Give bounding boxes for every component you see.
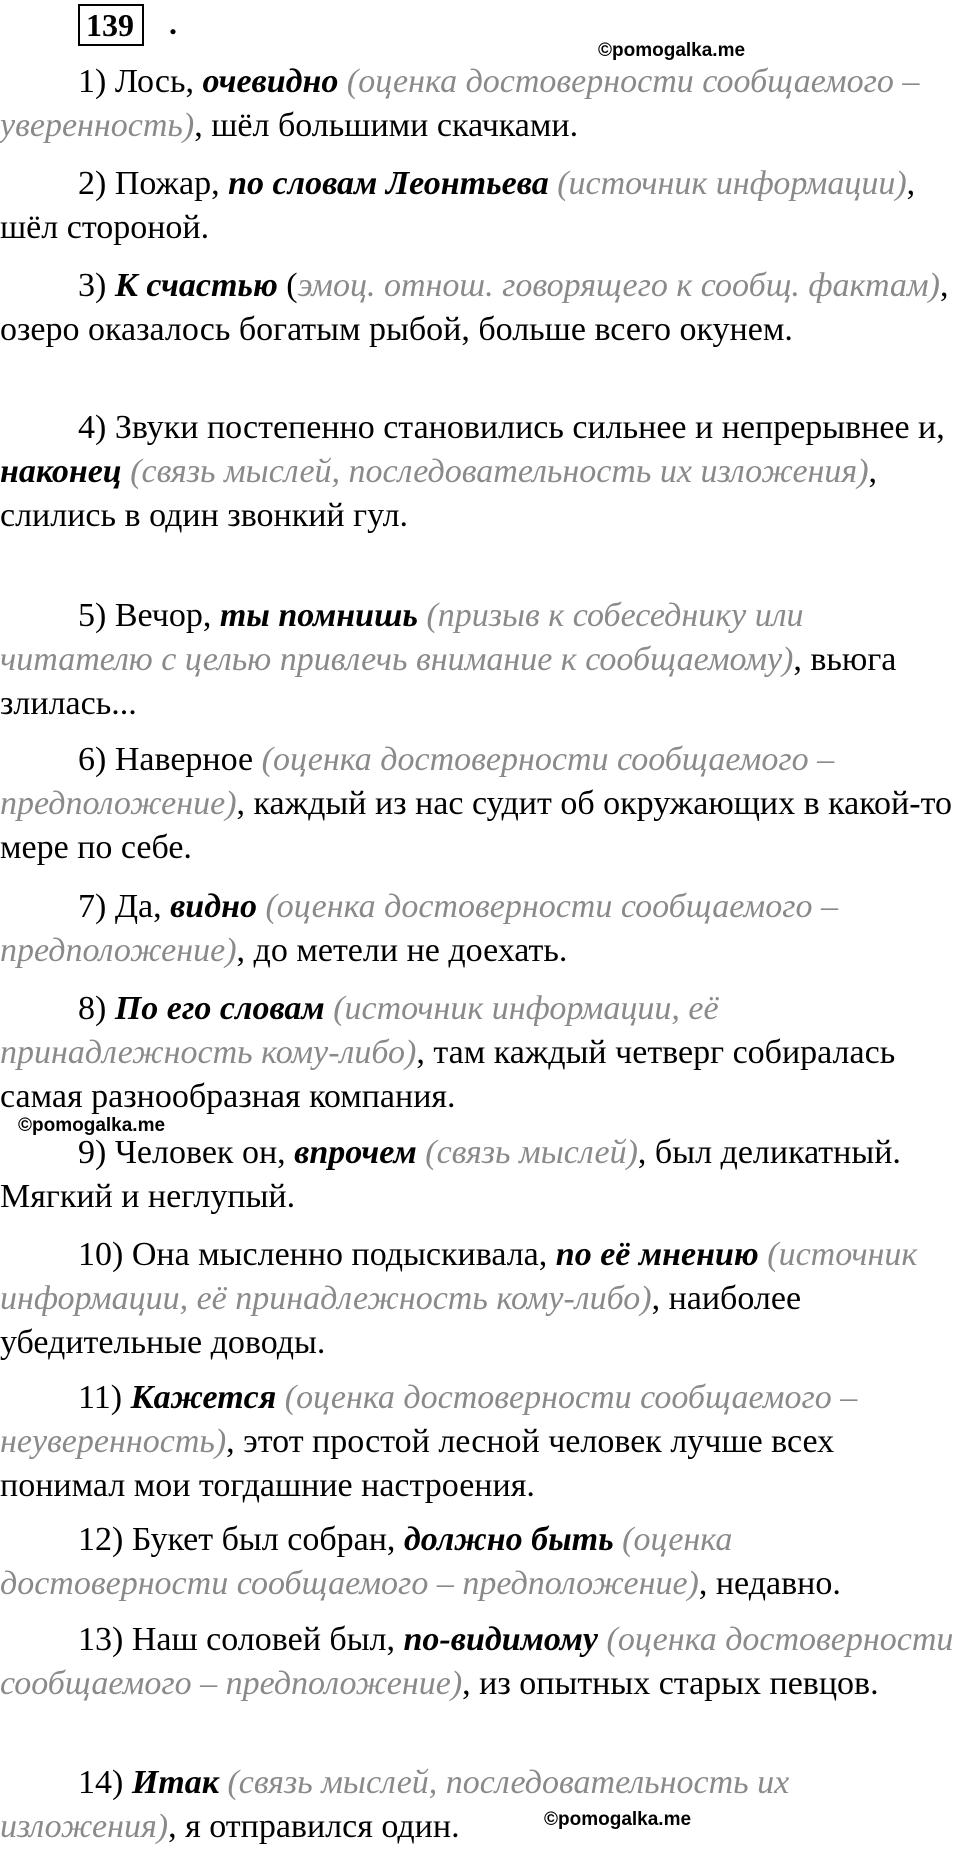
item-text: 8) (78, 990, 115, 1027)
introductory-word: по-видимому (403, 1621, 599, 1658)
list-item (0, 60, 960, 148)
item-text: 7) Да, (78, 888, 171, 925)
item-text: , шёл большими скачками. (194, 107, 579, 144)
list-item (0, 594, 960, 726)
list-item (0, 738, 960, 870)
list-item (0, 406, 960, 538)
item-text: 14) (78, 1764, 132, 1801)
item-text: 2) Пожар, (78, 165, 229, 202)
watermark: ©pomogalka.me (18, 1115, 166, 1136)
item-comment: (оценка достоверности сообщаемого – предположение) (0, 888, 838, 969)
watermark: ©pomogalka.me (598, 40, 746, 61)
item-text: 12) Букет был собран, (78, 1521, 404, 1558)
exercise-number: 139 (78, 4, 144, 46)
list-item (0, 1761, 960, 1849)
introductory-word: ты помнишь (219, 597, 418, 634)
item-text: , вьюга злилась... (0, 641, 897, 722)
item-text: , из опытных старых певцов. (462, 1665, 879, 1702)
introductory-word: К счастью (114, 267, 278, 304)
list-item (0, 987, 960, 1119)
item-text: , там каждый четверг собиралась самая разнообразная компания. (0, 1034, 896, 1115)
list-item (0, 1376, 960, 1508)
introductory-word: Итак (131, 1764, 219, 1801)
item-text: ( (277, 267, 298, 304)
list-item (0, 162, 960, 250)
list-item (0, 885, 960, 973)
item-text: , наиболее убедительные доводы. (0, 1280, 802, 1361)
item-comment: (оценка достоверности сообщаемого – предположение) (0, 1521, 733, 1602)
item-comment: (связь мыслей, последовательность их изложения) (0, 1764, 790, 1845)
item-comment: (связь мыслей) (416, 1134, 638, 1171)
item-comment: (оценка достоверности сообщаемого – предположение) (0, 741, 835, 822)
item-comment: (призыв к собеседнику или читателю с целью привлечь внимание к сообщаемому) (0, 597, 804, 678)
item-text: , до метели не доехать. (236, 932, 568, 969)
item-text: , этот простой лесной человек лучше всех понимал мои тогдашние настроения. (0, 1423, 835, 1504)
introductory-word: по словам Леонтьева (228, 165, 549, 202)
item-text: 10) Она мысленно подыскивала, (78, 1236, 556, 1273)
watermark: ©pomogalka.me (544, 1809, 692, 1830)
introductory-word: наконец (0, 453, 122, 490)
introductory-word: Кажется (130, 1379, 277, 1416)
introductory-word: по её мнению (555, 1236, 759, 1273)
item-text: 11) (78, 1379, 131, 1416)
item-comment: эмоц. отнош. говорящего к сообщ. фактам) (297, 267, 940, 304)
item-text: , я отправился один. (168, 1808, 460, 1845)
item-text: 6) Наверное (78, 741, 254, 778)
item-comment: (связь мыслей, последовательность их изложения) (121, 453, 869, 490)
item-comment: (источник информации, её принадлежность кому-либо) (0, 990, 719, 1071)
item-text: , был деликатный. Мягкий и неглупый. (0, 1134, 901, 1215)
item-text: , озеро оказалось богатым рыбой, больше всего окунем. (0, 267, 949, 348)
introductory-word: По его словам (114, 990, 325, 1027)
item-comment: (оценка достоверности сообщаемого – предположение) (0, 1621, 954, 1702)
introductory-word: должно быть (403, 1521, 614, 1558)
list-item (0, 264, 960, 352)
item-comment: (оценка достоверности сообщаемого – уверенность) (0, 63, 920, 144)
item-comment: (источник информации, её принадлежность кому-либо) (0, 1236, 918, 1317)
exercise-number-dot: . (169, 5, 177, 41)
introductory-word: впрочем (294, 1134, 417, 1171)
item-text: 1) Лось, (78, 63, 203, 100)
item-text: 3) (78, 267, 115, 304)
introductory-word: очевидно (202, 63, 339, 100)
item-text: 9) Человек он, (78, 1134, 295, 1171)
list-item (0, 1518, 960, 1606)
item-text: , шёл стороной. (0, 165, 916, 246)
item-text: , слились в один звонкий гул. (0, 453, 878, 534)
item-text: 13) Наш соловей был, (78, 1621, 404, 1658)
item-text: 5) Вечор, (78, 597, 220, 634)
list-item (0, 1233, 960, 1365)
item-text: , недавно. (698, 1565, 841, 1602)
item-comment: (источник информации) (548, 165, 907, 202)
list-item (0, 1131, 960, 1219)
item-text: 4) Звуки постепенно становились сильнее и непрерывнее и, (78, 409, 945, 446)
item-text: , каждый из нас судит об окружающих в какой-то мере по себе. (0, 785, 952, 866)
introductory-word: видно (170, 888, 257, 925)
list-item (0, 1618, 960, 1706)
item-comment: (оценка достоверности сообщаемого – неуверенность) (0, 1379, 858, 1460)
